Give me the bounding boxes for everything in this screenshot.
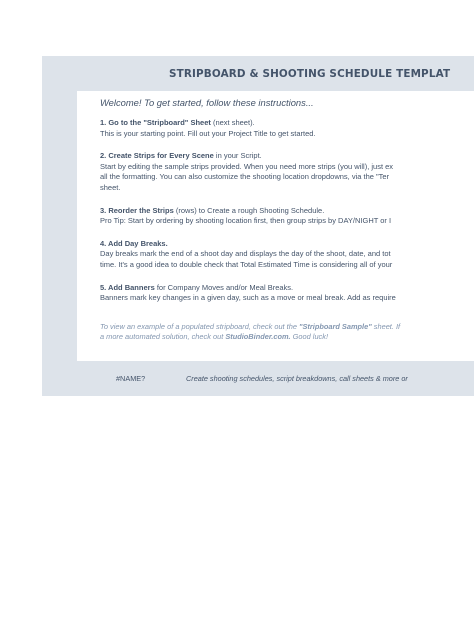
- step-line: Banners mark key changes in a given day, such as a move or meal break. Add as require: [100, 293, 396, 303]
- step-2: [100, 151, 474, 193]
- step-heading-suffix: (rows) to Create a rough Shooting Schedule.: [173, 205, 325, 215]
- step-heading-suffix: (next sheet).: [210, 118, 255, 127]
- step-heading: 5. Add Banners: [100, 282, 155, 292]
- instructions-panel: [77, 91, 474, 361]
- step-5: [100, 283, 474, 304]
- step-4: [100, 239, 474, 271]
- instructions-sheet: [42, 56, 474, 396]
- stripboard-sample-link[interactable]: "Stripboard Sample": [299, 321, 372, 331]
- step-line: time. It's a good idea to double check that Total Estimated Time is considering all of your: [100, 259, 393, 269]
- sample-note-line-2: a more automated solution, check out StudioBinder.com. Good luck!: [100, 332, 328, 342]
- name-error-cell: #NAME?: [116, 374, 146, 383]
- instructions-content: [100, 96, 474, 343]
- sample-note-line-1: To view an example of a populated stripboard, check out the "Stripboard Sample" sheet. If: [100, 321, 401, 331]
- tagline: Create shooting schedules, script breakdowns, call sheets & more or: [186, 374, 408, 383]
- step-1: [100, 118, 474, 139]
- step-heading: 2. Create Strips for Every Scene: [100, 151, 214, 161]
- step-line: Pro Tip: Start by ordering by shooting location first, then group strips by DAY/NIGHT or I: [100, 216, 392, 226]
- step-line: all the formatting. You can also customize the shooting location dropdowns, via the "Ter: [100, 172, 390, 182]
- step-line: This is your starting point. Fill out your Project Title to get started.: [100, 128, 316, 138]
- page-title: STRIPBOARD & SHOOTING SCHEDULE TEMPLAT: [169, 68, 451, 80]
- step-heading: 4. Add Day Breaks.: [100, 238, 168, 248]
- step-heading: 1. Go to the "Stripboard" Sheet: [100, 118, 211, 127]
- step-heading: 3. Reorder the Strips: [100, 205, 174, 215]
- studiobinder-link[interactable]: StudioBinder.com.: [225, 332, 291, 342]
- step-heading-suffix: for Company Moves and/or Meal Breaks.: [154, 282, 294, 292]
- step-3: [100, 206, 474, 227]
- step-line: Start by editing the sample strips provided. When you need more strips (you will), just ex: [100, 161, 394, 171]
- step-heading-suffix: in your Script.: [213, 151, 262, 161]
- step-line: sheet.: [100, 182, 121, 192]
- welcome-text: Welcome! To get started, follow these instructions...: [100, 97, 314, 108]
- step-line: Day breaks mark the end of a shoot day and displays the day of the shoot, date, and tot: [100, 249, 391, 259]
